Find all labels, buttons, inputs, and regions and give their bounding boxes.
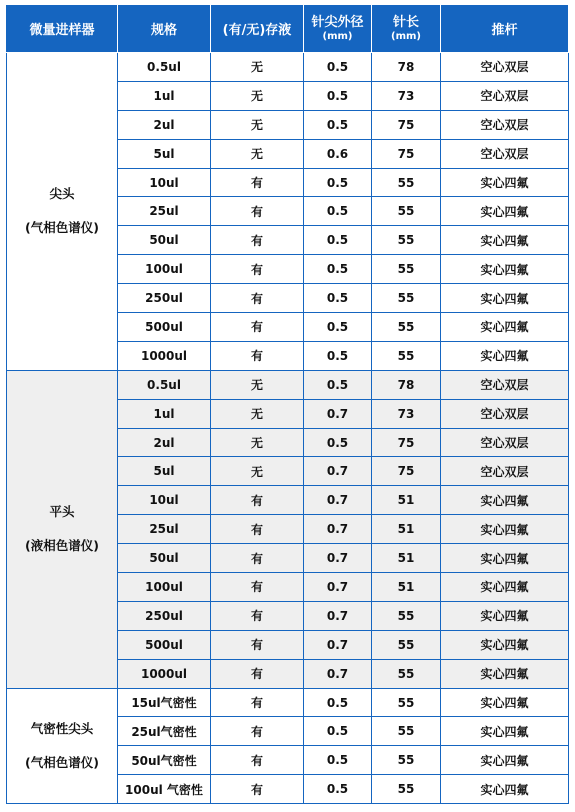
cell-plunger: 空心双层 (441, 53, 569, 82)
cell-residual: 有 (211, 341, 304, 370)
cell-needle-od: 0.5 (304, 775, 372, 804)
cell-needle-od: 0.7 (304, 515, 372, 544)
cell-residual: 无 (211, 81, 304, 110)
cell-residual: 有 (211, 486, 304, 515)
cell-spec: 50ul (118, 544, 211, 573)
cell-needle-od: 0.7 (304, 573, 372, 602)
header-syringe: 微量进样器 (7, 5, 118, 53)
cell-needle-od: 0.7 (304, 659, 372, 688)
header-spec: 规格 (118, 5, 211, 53)
cell-plunger: 实心四氟 (441, 168, 569, 197)
cell-needle-length: 55 (372, 226, 441, 255)
cell-needle-od: 0.5 (304, 284, 372, 313)
cell-residual: 有 (211, 544, 304, 573)
cell-residual: 有 (211, 573, 304, 602)
cell-spec: 50ul气密性 (118, 746, 211, 775)
cell-spec: 2ul (118, 110, 211, 139)
cell-needle-length: 51 (372, 515, 441, 544)
group-name: 平头 (49, 504, 75, 520)
cell-needle-od: 0.7 (304, 457, 372, 486)
cell-spec: 1000ul (118, 659, 211, 688)
cell-residual: 无 (211, 457, 304, 486)
cell-plunger: 空心双层 (441, 399, 569, 428)
cell-plunger: 实心四氟 (441, 226, 569, 255)
cell-residual: 有 (211, 630, 304, 659)
cell-needle-length: 55 (372, 197, 441, 226)
cell-plunger: 实心四氟 (441, 544, 569, 573)
group-label (7, 688, 118, 804)
cell-needle-od: 0.5 (304, 717, 372, 746)
cell-needle-length: 55 (372, 688, 441, 717)
table-row (7, 370, 569, 399)
cell-needle-od: 0.7 (304, 486, 372, 515)
cell-spec: 25ul气密性 (118, 717, 211, 746)
cell-spec: 100ul (118, 255, 211, 284)
cell-residual: 有 (211, 515, 304, 544)
cell-residual: 有 (211, 775, 304, 804)
cell-plunger: 实心四氟 (441, 341, 569, 370)
cell-needle-od: 0.5 (304, 81, 372, 110)
cell-needle-od: 0.5 (304, 341, 372, 370)
cell-needle-length: 55 (372, 630, 441, 659)
cell-needle-length: 55 (372, 659, 441, 688)
cell-spec: 2ul (118, 428, 211, 457)
cell-residual: 有 (211, 226, 304, 255)
cell-needle-length: 51 (372, 573, 441, 602)
cell-plunger: 空心双层 (441, 370, 569, 399)
cell-needle-od: 0.5 (304, 53, 372, 82)
cell-spec: 500ul (118, 630, 211, 659)
group-subtitle: (液相色谱仪) (25, 538, 99, 554)
header-residual: (有/无)存液 (211, 5, 304, 53)
cell-needle-length: 55 (372, 168, 441, 197)
cell-needle-od: 0.5 (304, 313, 372, 342)
cell-residual: 有 (211, 313, 304, 342)
cell-residual: 无 (211, 370, 304, 399)
cell-residual: 有 (211, 284, 304, 313)
syringe-spec-table (6, 4, 569, 804)
cell-residual: 有 (211, 746, 304, 775)
cell-plunger: 空心双层 (441, 139, 569, 168)
cell-residual: 无 (211, 110, 304, 139)
cell-residual: 无 (211, 428, 304, 457)
cell-plunger: 实心四氟 (441, 717, 569, 746)
cell-residual: 有 (211, 688, 304, 717)
table-header-row (7, 5, 569, 53)
cell-needle-length: 75 (372, 428, 441, 457)
cell-spec: 100ul 气密性 (118, 775, 211, 804)
cell-needle-od: 0.5 (304, 226, 372, 255)
header-needle-od: 针尖外径 (mm) (304, 5, 372, 53)
cell-plunger: 空心双层 (441, 110, 569, 139)
cell-needle-length: 55 (372, 746, 441, 775)
cell-residual: 无 (211, 399, 304, 428)
cell-needle-od: 0.7 (304, 630, 372, 659)
group-name: 尖头 (49, 186, 75, 202)
cell-needle-length: 75 (372, 110, 441, 139)
cell-needle-length: 75 (372, 139, 441, 168)
cell-plunger: 空心双层 (441, 428, 569, 457)
cell-needle-length: 78 (372, 370, 441, 399)
header-needle-length: 针长 (mm) (372, 5, 441, 53)
cell-plunger: 实心四氟 (441, 284, 569, 313)
cell-residual: 有 (211, 255, 304, 284)
cell-needle-length: 55 (372, 284, 441, 313)
cell-needle-od: 0.5 (304, 428, 372, 457)
cell-needle-length: 73 (372, 81, 441, 110)
cell-plunger: 实心四氟 (441, 313, 569, 342)
cell-needle-od: 0.6 (304, 139, 372, 168)
cell-needle-length: 55 (372, 255, 441, 284)
cell-needle-od: 0.7 (304, 399, 372, 428)
cell-needle-od: 0.5 (304, 110, 372, 139)
cell-spec: 10ul (118, 168, 211, 197)
cell-spec: 50ul (118, 226, 211, 255)
cell-spec: 1ul (118, 399, 211, 428)
cell-residual: 有 (211, 601, 304, 630)
cell-needle-od: 0.5 (304, 688, 372, 717)
cell-spec: 5ul (118, 457, 211, 486)
cell-plunger: 实心四氟 (441, 688, 569, 717)
cell-residual: 无 (211, 53, 304, 82)
syringe-spec-table-container (6, 4, 568, 804)
cell-plunger: 空心双层 (441, 81, 569, 110)
header-plunger: 推杆 (441, 5, 569, 53)
cell-spec: 25ul (118, 515, 211, 544)
table-row (7, 688, 569, 717)
table-row (7, 53, 569, 82)
cell-spec: 250ul (118, 284, 211, 313)
cell-residual: 有 (211, 168, 304, 197)
cell-plunger: 实心四氟 (441, 775, 569, 804)
cell-needle-od: 0.5 (304, 370, 372, 399)
cell-plunger: 实心四氟 (441, 515, 569, 544)
cell-plunger: 实心四氟 (441, 601, 569, 630)
cell-spec: 100ul (118, 573, 211, 602)
cell-plunger: 实心四氟 (441, 197, 569, 226)
cell-needle-length: 55 (372, 717, 441, 746)
cell-needle-length: 55 (372, 313, 441, 342)
cell-residual: 无 (211, 139, 304, 168)
cell-residual: 有 (211, 717, 304, 746)
cell-needle-length: 73 (372, 399, 441, 428)
cell-needle-od: 0.5 (304, 746, 372, 775)
cell-needle-length: 55 (372, 341, 441, 370)
cell-plunger: 空心双层 (441, 457, 569, 486)
cell-needle-length: 55 (372, 601, 441, 630)
cell-spec: 250ul (118, 601, 211, 630)
cell-spec: 15ul气密性 (118, 688, 211, 717)
cell-plunger: 实心四氟 (441, 486, 569, 515)
cell-needle-od: 0.7 (304, 544, 372, 573)
table-body (7, 53, 569, 804)
cell-needle-od: 0.7 (304, 601, 372, 630)
cell-spec: 25ul (118, 197, 211, 226)
cell-plunger: 实心四氟 (441, 659, 569, 688)
cell-plunger: 实心四氟 (441, 746, 569, 775)
cell-spec: 10ul (118, 486, 211, 515)
cell-spec: 1000ul (118, 341, 211, 370)
cell-needle-od: 0.5 (304, 197, 372, 226)
cell-spec: 0.5ul (118, 370, 211, 399)
group-label (7, 370, 118, 688)
group-subtitle: (气相色谱仪) (25, 754, 99, 770)
cell-plunger: 实心四氟 (441, 573, 569, 602)
cell-needle-length: 51 (372, 486, 441, 515)
group-subtitle: (气相色谱仪) (25, 220, 99, 236)
cell-spec: 1ul (118, 81, 211, 110)
group-name: 气密性尖头 (30, 720, 94, 736)
cell-needle-length: 78 (372, 53, 441, 82)
group-label (7, 53, 118, 371)
cell-needle-od: 0.5 (304, 255, 372, 284)
cell-residual: 有 (211, 659, 304, 688)
cell-plunger: 实心四氟 (441, 630, 569, 659)
cell-needle-od: 0.5 (304, 168, 372, 197)
cell-needle-length: 75 (372, 457, 441, 486)
cell-spec: 0.5ul (118, 53, 211, 82)
cell-needle-length: 55 (372, 775, 441, 804)
cell-needle-length: 51 (372, 544, 441, 573)
cell-plunger: 实心四氟 (441, 255, 569, 284)
cell-residual: 有 (211, 197, 304, 226)
cell-spec: 500ul (118, 313, 211, 342)
cell-spec: 5ul (118, 139, 211, 168)
